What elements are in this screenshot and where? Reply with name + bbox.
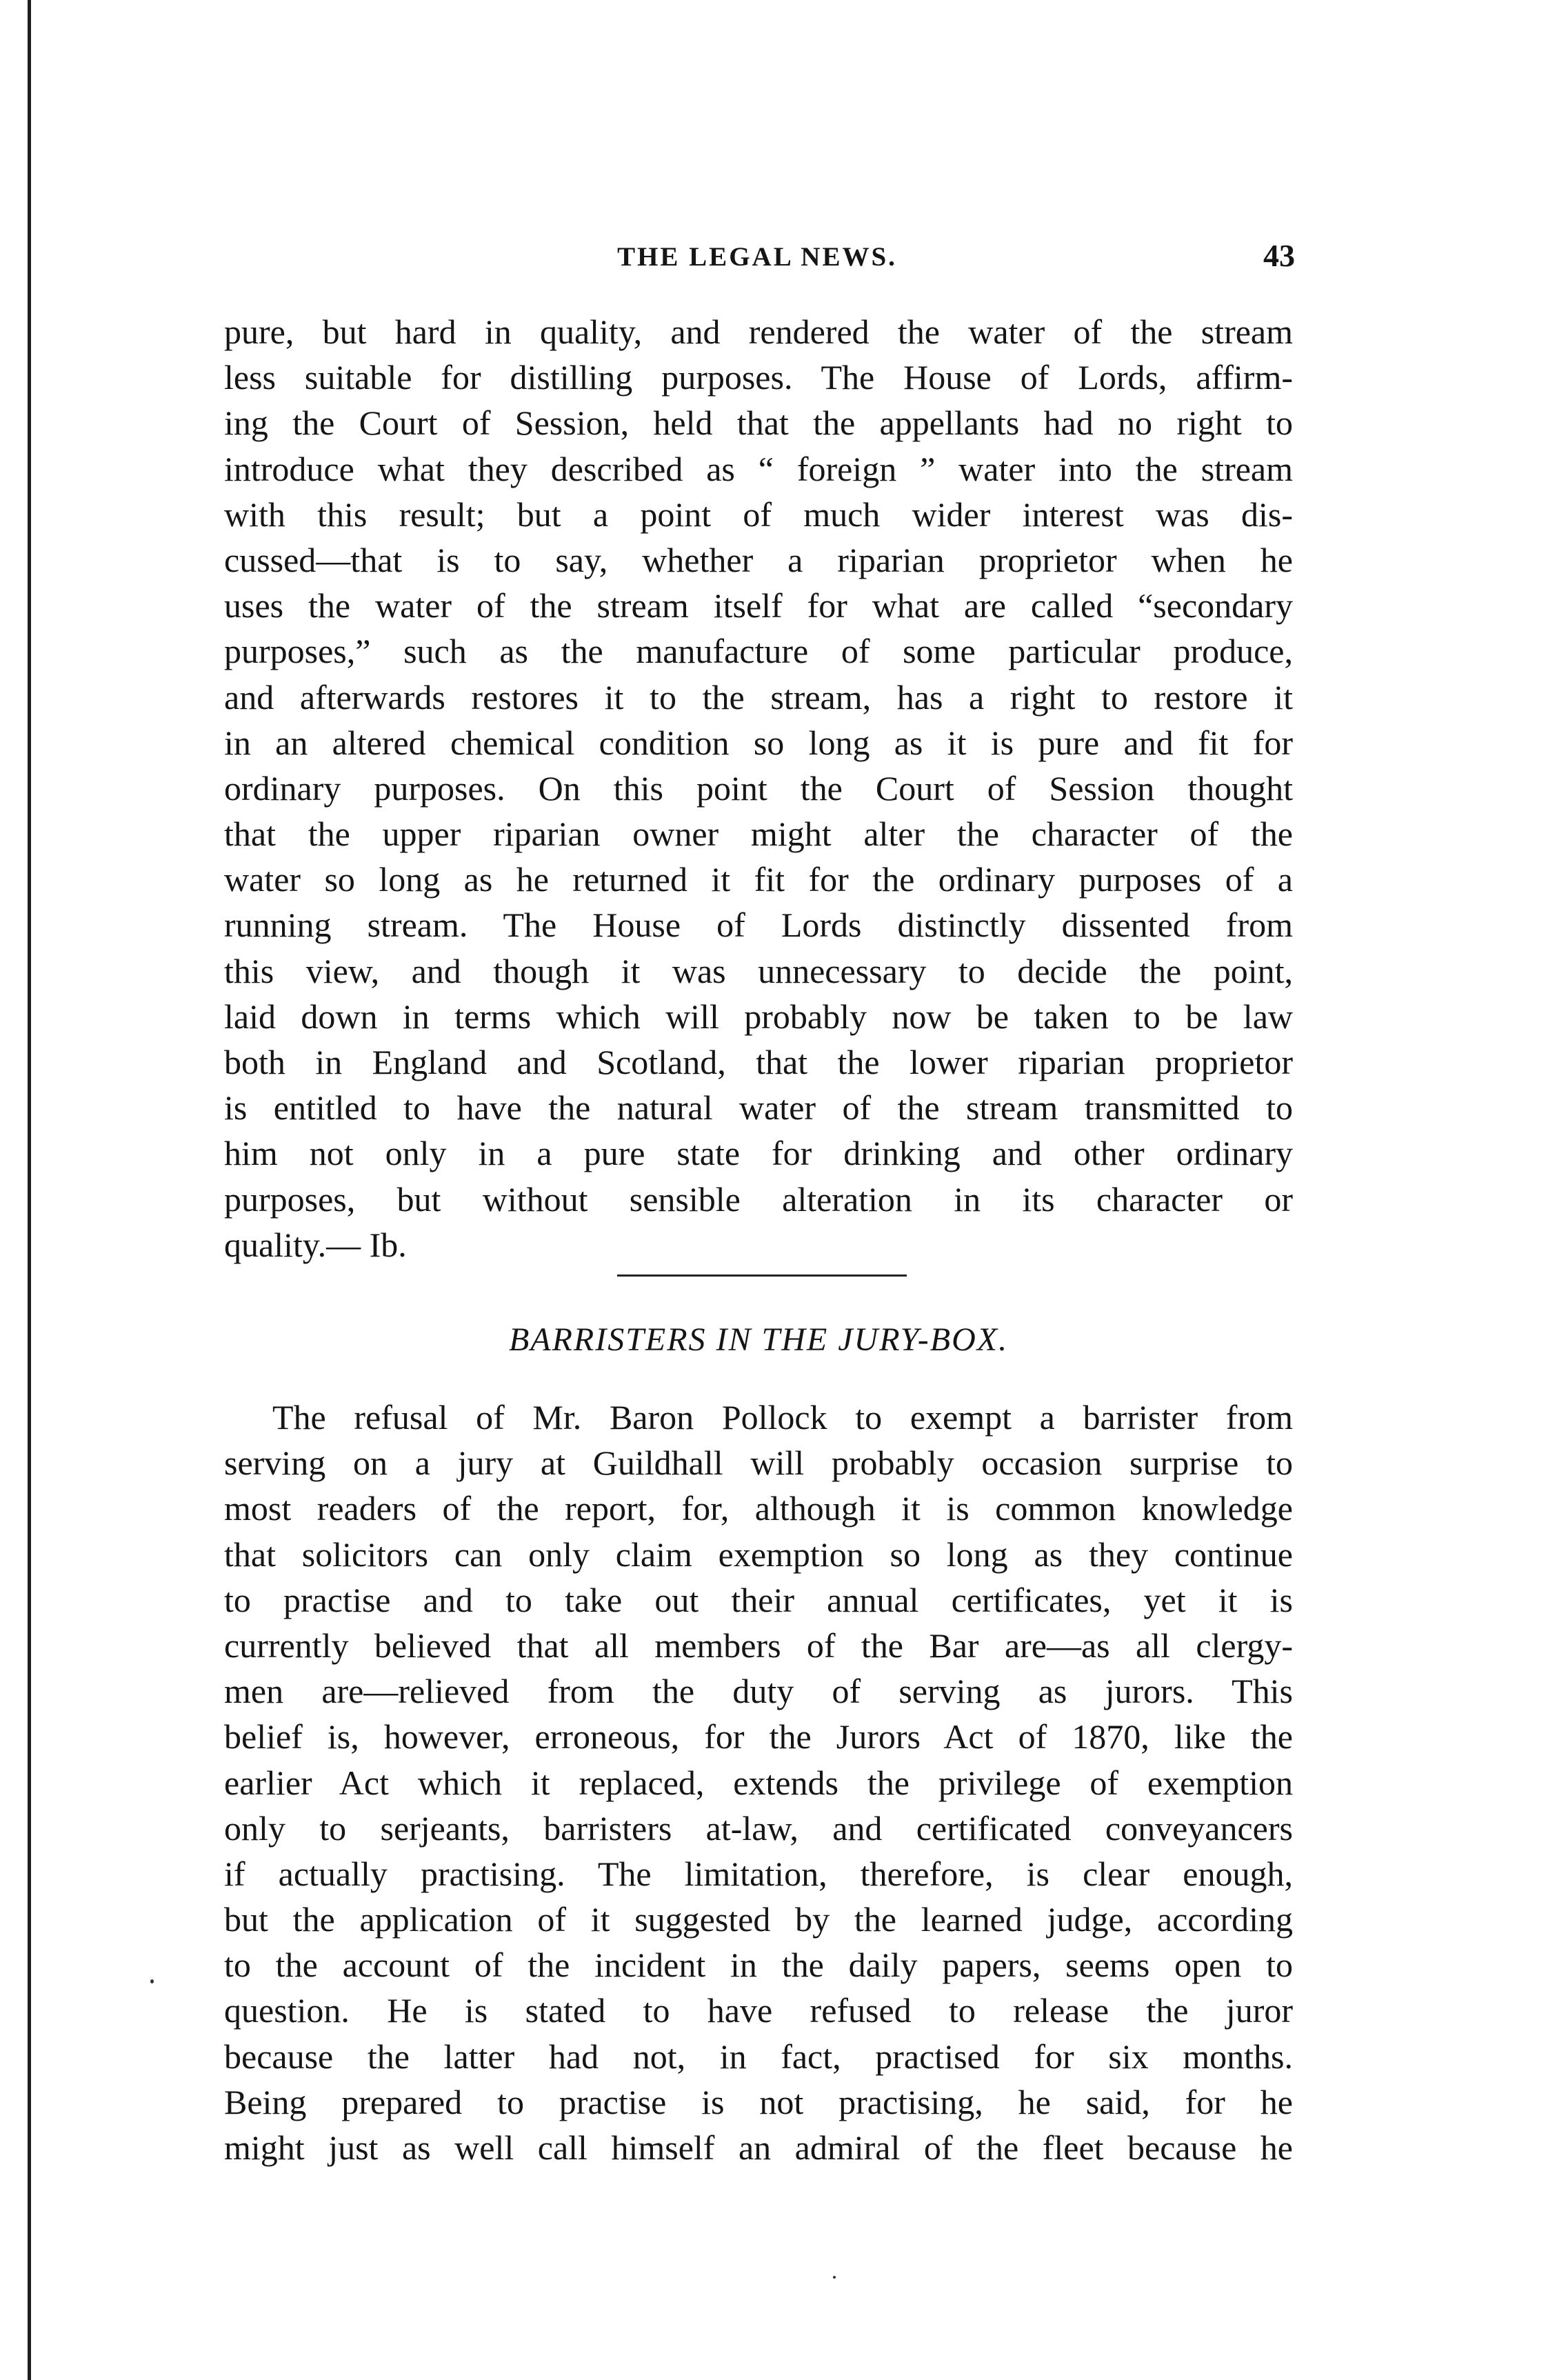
text-line: pure, but hard in quality, and rendered the water of the stream <box>224 312 1293 351</box>
text-line: to practise and to take out their annual certificates, yet it is <box>224 1580 1293 1619</box>
text-line: serving on a jury at Guildhall will probably occasion surprise to <box>224 1443 1293 1483</box>
text-line: that solicitors can only claim exemption so long as they continue <box>224 1534 1293 1574</box>
text-line: because the latter had not, in fact, practised for six months. <box>224 2037 1293 2076</box>
text-line: running stream. The House of Lords distinctly dissented from <box>224 906 1293 945</box>
text-line: ordinary purposes. On this point the Court of Session thought <box>224 768 1293 808</box>
text-line: introduce what they described as “ foreign ” water into the stream <box>224 449 1293 488</box>
print-speck <box>150 1979 154 1983</box>
text-line: that the upper riparian owner might alter the character of the <box>224 814 1293 854</box>
text-line: ing the Court of Session, held that the appellants had no right to <box>224 403 1293 443</box>
text-line: less suitable for distilling purposes. The House of Lords, affirm- <box>224 358 1293 397</box>
section-heading: BARRISTERS IN THE JURY-BOX. <box>508 1321 1009 1358</box>
text-line: both in England and Scotland, that the lower riparian proprietor <box>224 1043 1293 1081</box>
text-line: uses the water of the stream itself for what are called “secondary <box>224 586 1293 626</box>
text-line: but the application of it suggested by the learned judge, according <box>224 1900 1293 1939</box>
text-line: laid down in terms which will probably now be taken to be law <box>224 997 1293 1036</box>
page-number: 43 <box>1263 238 1295 273</box>
text-line: only to serjeants, barristers at-law, and certificated conveyancers <box>224 1808 1293 1848</box>
text-line: might just as well call himself an admiral of the fleet because he <box>224 2128 1293 2167</box>
text-line: The refusal of Mr. Baron Pollock to exempt a barrister from <box>272 1398 1293 1437</box>
text-line: men are—relieved from the duty of serving as jurors. This <box>224 1672 1293 1711</box>
text-line: if actually practising. The limitation, therefore, is clear enough, <box>224 1854 1293 1893</box>
text-line: purposes,” such as the manufacture of some particular produce, <box>224 632 1293 671</box>
text-line: in an altered chemical condition so long as it is pure and fit for <box>224 723 1293 762</box>
text-line: him not only in a pure state for drinking and other ordinary <box>224 1134 1293 1173</box>
page-header <box>219 238 1295 283</box>
print-speck <box>833 2276 836 2279</box>
section-body-text <box>224 1394 1293 2170</box>
text-line: with this result; but a point of much wider interest was dis- <box>224 494 1293 534</box>
running-head: THE LEGAL NEWS. <box>617 242 897 272</box>
text-line: currently believed that all members of the Bar are—as all clergy- <box>224 1626 1293 1665</box>
text-line: quality.— Ib. <box>224 1225 407 1264</box>
text-line: earlier Act which it replaced, extends the privilege of exemption <box>224 1763 1293 1802</box>
text-line: cussed—that is to say, whether a riparian proprietor when he <box>224 540 1293 579</box>
text-line: question. He is stated to have refused to release the juror <box>224 1991 1293 2030</box>
article-continued-text <box>224 309 1293 1268</box>
section-divider <box>617 1274 907 1277</box>
page-edge-rule <box>28 0 31 2380</box>
text-line: water so long as he returned it fit for the ordinary purposes of a <box>224 860 1293 899</box>
text-line: is entitled to have the natural water of the stream transmitted to <box>224 1088 1293 1128</box>
text-line: purposes, but without sensible alteration in its character or <box>224 1179 1293 1219</box>
text-line: Being prepared to practise is not practising, he said, for he <box>224 2082 1293 2121</box>
text-line: belief is, however, erroneous, for the Jurors Act of 1870, like the <box>224 1717 1293 1757</box>
text-line: most readers of the report, for, although it is common knowledge <box>224 1489 1293 1528</box>
text-line: this view, and though it was unnecessary to decide the point, <box>224 951 1293 990</box>
text-line: and afterwards restores it to the stream, has a right to restore it <box>224 677 1293 717</box>
text-line: to the account of the incident in the daily papers, seems open to <box>224 1946 1293 1985</box>
